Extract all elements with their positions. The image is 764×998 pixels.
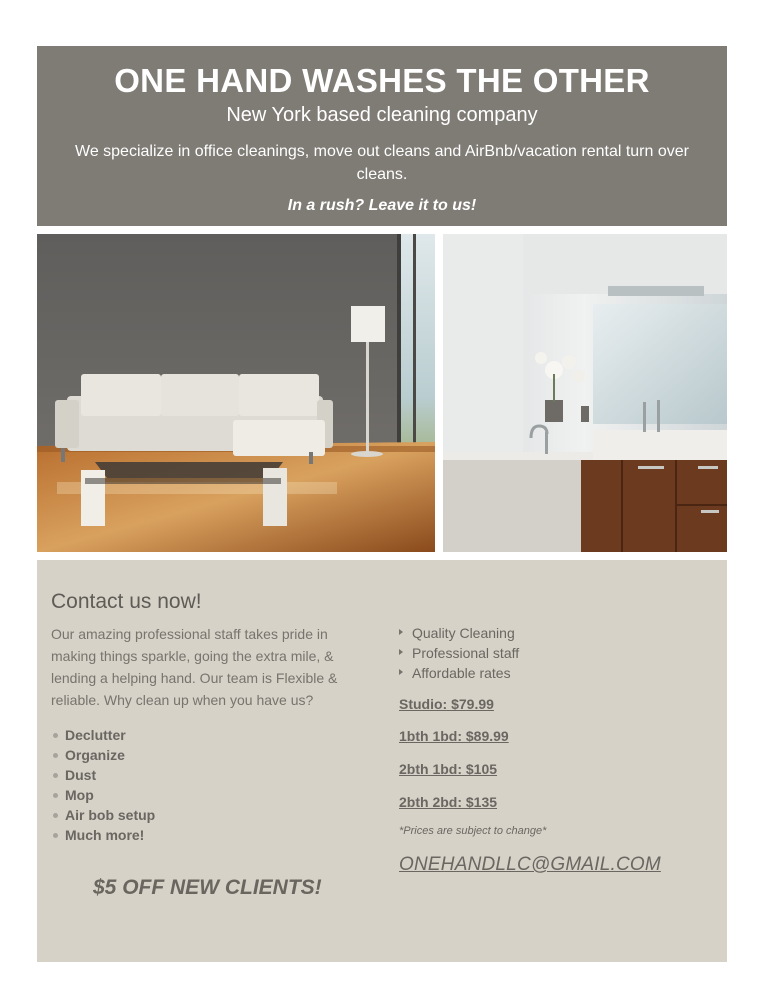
email-link[interactable]: ONEHANDLLC@GMAIL.COM — [399, 854, 661, 875]
tagline: In a rush? Leave it to us! — [287, 197, 477, 214]
list-item: Air bob setup — [51, 805, 155, 825]
features-list — [399, 623, 519, 683]
contact-heading: Contact us now! — [51, 590, 202, 613]
list-item: Mop — [51, 785, 155, 805]
header-banner — [37, 46, 727, 226]
list-item: Professional staff — [399, 643, 519, 663]
living-room-photo — [37, 234, 435, 552]
list-item: Affordable rates — [399, 663, 519, 683]
subtitle: New York based cleaning company — [226, 104, 538, 126]
price-1bth-1bd: 1bth 1bd: $89.99 — [399, 728, 509, 744]
list-item: Declutter — [51, 725, 155, 745]
bathroom-photo — [443, 234, 727, 552]
list-item: Quality Cleaning — [399, 623, 519, 643]
contact-text: Our amazing professional staff takes pride in making things sparkle, going the extra mile, & lending a helping hand. Our team is Flexible & reliable. Why clean up when you have us? — [51, 626, 338, 708]
price-2bth-2bd: 2bth 2bd: $135 — [399, 794, 498, 810]
price-note: *Prices are subject to change* — [399, 825, 547, 837]
description: We specialize in office cleanings, move out cleans and AirBnb/vacation rental turn over cleans. — [75, 143, 689, 183]
list-item: Dust — [51, 765, 155, 785]
page-title: ONE HAND WASHES THE OTHER — [114, 62, 650, 99]
price-studio: Studio: $79.99 — [399, 696, 494, 712]
list-item: Much more! — [51, 825, 155, 845]
services-list — [51, 725, 155, 845]
new-client-offer: $5 OFF NEW CLIENTS! — [93, 876, 322, 899]
price-2bth-1bd: 2bth 1bd: $105 — [399, 761, 498, 777]
list-item: Organize — [51, 745, 155, 765]
info-panel — [37, 560, 727, 962]
